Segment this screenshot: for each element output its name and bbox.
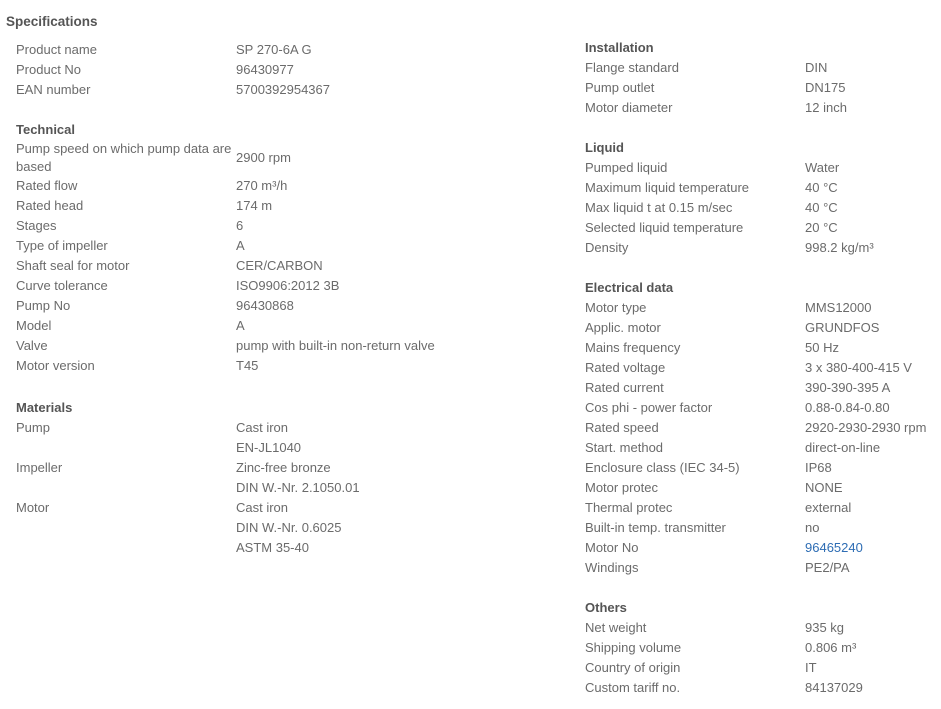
spec-value-group [805, 298, 935, 318]
spec-value-group [805, 498, 935, 518]
spec-value: 96430977 [236, 62, 294, 77]
spec-value-group [236, 336, 566, 356]
spec-value-group [805, 318, 935, 338]
spec-label: Model [16, 318, 52, 333]
section-rows [585, 58, 935, 118]
spec-value-group [236, 276, 566, 296]
section-title: Installation [585, 40, 654, 55]
spec-value: 2920-2930-2930 rpm [805, 420, 927, 435]
spec-value: PE2/PA [805, 560, 850, 575]
spec-label: Rated current [585, 380, 664, 395]
spec-row [16, 336, 566, 356]
spec-value-group [805, 678, 935, 698]
spec-row [585, 338, 935, 358]
spec-value: Water [805, 160, 840, 175]
spec-value: CER/CARBON [236, 258, 323, 273]
spec-row [16, 356, 566, 376]
spec-value-group [805, 238, 935, 258]
spec-value: 6 [236, 218, 244, 233]
spec-row [585, 158, 935, 178]
section-electrical-data [585, 278, 935, 578]
spec-value-group [236, 140, 566, 176]
spec-row [16, 60, 566, 80]
spec-value-group [805, 98, 935, 118]
spec-value-group [236, 216, 566, 236]
section-title: Technical [16, 122, 76, 137]
spec-value-group [805, 358, 935, 378]
spec-value-group [805, 78, 935, 98]
spec-label: Pumped liquid [585, 160, 668, 175]
spec-value-group [805, 58, 935, 78]
spec-value-group [236, 418, 566, 458]
spec-label: Pump speed on which pump data are based [16, 141, 232, 174]
spec-row [16, 418, 566, 458]
spec-row [16, 276, 566, 296]
spec-row [16, 296, 566, 316]
section-liquid [585, 138, 935, 258]
spec-label: Applic. motor [585, 320, 661, 335]
spec-row [585, 618, 935, 638]
spec-value-group [805, 198, 935, 218]
spec-row [585, 238, 935, 258]
spec-value-group [236, 236, 566, 256]
spec-value-group [236, 296, 566, 316]
spec-value-group [236, 498, 566, 558]
spec-label: Mains frequency [585, 340, 681, 355]
section-installation [585, 38, 935, 118]
spec-value-group [805, 338, 935, 358]
spec-row [16, 256, 566, 276]
spec-label: Pump [16, 420, 50, 435]
spec-value-group [236, 80, 566, 100]
spec-value-group [805, 538, 935, 558]
spec-value-group [236, 176, 566, 196]
spec-label: Start. method [585, 440, 664, 455]
spec-value: 0.88-0.84-0.80 [805, 400, 890, 415]
spec-value: T45 [236, 358, 259, 373]
spec-row [585, 478, 935, 498]
spec-value: 0.806 m³ [805, 640, 857, 655]
spec-value-group [805, 478, 935, 498]
spec-label: Thermal protec [585, 500, 673, 515]
spec-label: Custom tariff no. [585, 680, 681, 695]
spec-value: IT [805, 660, 817, 675]
spec-label: Motor version [16, 358, 95, 373]
spec-value-group [805, 438, 935, 458]
spec-label: Type of impeller [16, 238, 108, 253]
spec-row [585, 638, 935, 658]
spec-label: Shipping volume [585, 640, 682, 655]
spec-value: 2900 rpm [236, 150, 291, 165]
spec-row [585, 418, 935, 438]
spec-row [16, 316, 566, 336]
spec-row [585, 318, 935, 338]
spec-row [16, 176, 566, 196]
spec-row [585, 398, 935, 418]
section-title: Liquid [585, 140, 624, 155]
spec-label: Motor protec [585, 480, 658, 495]
spec-label: EAN number [16, 82, 91, 97]
spec-value: GRUNDFOS [805, 320, 880, 335]
spec-value: A [236, 318, 245, 333]
spec-value: 5700392954367 [236, 82, 330, 97]
spec-row [16, 216, 566, 236]
spec-label: Net weight [585, 620, 647, 635]
section-rows [16, 40, 566, 100]
spec-row [16, 236, 566, 256]
spec-value: MMS12000 [805, 300, 872, 315]
spec-value: 40 °C [805, 200, 838, 215]
spec-row [585, 358, 935, 378]
spec-value: 96430868 [236, 298, 294, 313]
spec-value: 390-390-395 A [805, 380, 891, 395]
spec-label: Density [585, 240, 629, 255]
spec-value-group [805, 218, 935, 238]
spec-value-group [236, 316, 566, 336]
spec-label: Windings [585, 560, 639, 575]
spec-label: Motor type [585, 300, 647, 315]
spec-label: Rated head [16, 198, 84, 213]
spec-label: Flange standard [585, 60, 679, 75]
spec-row [585, 298, 935, 318]
section-title: Electrical data [585, 280, 674, 295]
spec-row [585, 218, 935, 238]
spec-label: Max liquid t at 0.15 m/sec [585, 200, 733, 215]
spec-value-group [805, 178, 935, 198]
spec-value-link[interactable]: 96465240 [805, 540, 863, 555]
section-general [16, 40, 566, 100]
section-title: Materials [16, 400, 73, 415]
spec-label: Pump outlet [585, 80, 655, 95]
spec-label: Rated voltage [585, 360, 666, 375]
spec-label: Country of origin [585, 660, 681, 675]
spec-value-group [805, 638, 935, 658]
spec-value: external [805, 500, 852, 515]
spec-value-group [236, 256, 566, 276]
spec-row [16, 498, 566, 558]
spec-row [16, 196, 566, 216]
spec-row [16, 40, 566, 60]
spec-label: Motor No [585, 540, 639, 555]
spec-value: Zinc-free bronze [236, 460, 331, 475]
section-title: Others [585, 600, 627, 615]
section-materials [16, 398, 566, 558]
spec-value: NONE [805, 480, 843, 495]
spec-row [585, 558, 935, 578]
spec-value-group [236, 458, 566, 498]
spec-label: Shaft seal for motor [16, 258, 130, 273]
spec-row [16, 458, 566, 498]
spec-value: A [236, 238, 245, 253]
spec-row [585, 378, 935, 398]
spec-value-group [236, 40, 566, 60]
spec-row [585, 98, 935, 118]
spec-value-group [236, 356, 566, 376]
section-rows [16, 140, 566, 376]
spec-value: IP68 [805, 460, 832, 475]
spec-label: Rated flow [16, 178, 78, 193]
spec-value: DN175 [805, 80, 846, 95]
spec-row [585, 458, 935, 478]
spec-value: EN-JL1040 [236, 440, 302, 455]
spec-label: Curve tolerance [16, 278, 108, 293]
spec-value: no [805, 520, 820, 535]
spec-value-group [805, 378, 935, 398]
spec-value: 50 Hz [805, 340, 839, 355]
spec-label: Valve [16, 338, 48, 353]
spec-row [16, 80, 566, 100]
spec-label: Impeller [16, 460, 63, 475]
spec-label: Motor [16, 500, 50, 515]
spec-value-group [805, 518, 935, 538]
spec-value: DIN [805, 60, 828, 75]
spec-label: Maximum liquid temperature [585, 180, 750, 195]
spec-value: 270 m³/h [236, 178, 288, 193]
spec-value: direct-on-line [805, 440, 881, 455]
section-others [585, 598, 935, 698]
spec-row [16, 140, 566, 176]
spec-value: 20 °C [805, 220, 838, 235]
spec-value: ISO9906:2012 3B [236, 278, 340, 293]
spec-value: ASTM 35-40 [236, 540, 309, 555]
section-rows [16, 418, 566, 558]
section-technical [16, 120, 566, 376]
spec-value: 84137029 [805, 680, 863, 695]
spec-row [585, 58, 935, 78]
spec-value: 935 kg [805, 620, 845, 635]
spec-value: 174 m [236, 198, 273, 213]
spec-value-group [805, 158, 935, 178]
spec-value: SP 270-6A G [236, 42, 312, 57]
spec-label: Cos phi - power factor [585, 400, 713, 415]
spec-row [585, 178, 935, 198]
spec-row [585, 538, 935, 558]
spec-value: 40 °C [805, 180, 838, 195]
spec-value: 998.2 kg/m³ [805, 240, 874, 255]
spec-value: DIN W.-Nr. 2.1050.01 [236, 480, 360, 495]
spec-row [585, 518, 935, 538]
spec-label: Enclosure class (IEC 34-5) [585, 460, 740, 475]
spec-row [585, 678, 935, 698]
spec-value-group [236, 196, 566, 216]
spec-value-group [805, 658, 935, 678]
spec-value-group [805, 618, 935, 638]
spec-label: Product name [16, 42, 97, 57]
spec-label: Built-in temp. transmitter [585, 520, 726, 535]
section-rows [585, 298, 935, 578]
spec-label: Product No [16, 62, 82, 77]
spec-value-group [805, 458, 935, 478]
spec-label: Rated speed [585, 420, 659, 435]
spec-value-group [805, 558, 935, 578]
spec-value-group [236, 60, 566, 80]
spec-label: Selected liquid temperature [585, 220, 744, 235]
spec-row [585, 438, 935, 458]
spec-value: DIN W.-Nr. 0.6025 [236, 520, 342, 535]
spec-value-group [805, 418, 935, 438]
spec-label: Pump No [16, 298, 71, 313]
spec-value: pump with built-in non-return valve [236, 338, 435, 353]
page-title: Specifications [6, 14, 98, 29]
spec-row [585, 198, 935, 218]
spec-row [585, 78, 935, 98]
spec-row [585, 658, 935, 678]
spec-value: 12 inch [805, 100, 847, 115]
spec-value: 3 x 380-400-415 V [805, 360, 912, 375]
spec-label: Motor diameter [585, 100, 673, 115]
spec-row [585, 498, 935, 518]
spec-label: Stages [16, 218, 57, 233]
section-rows [585, 158, 935, 258]
spec-value-group [805, 398, 935, 418]
spec-value: Cast iron [236, 420, 289, 435]
spec-value: Cast iron [236, 500, 289, 515]
section-rows [585, 618, 935, 698]
